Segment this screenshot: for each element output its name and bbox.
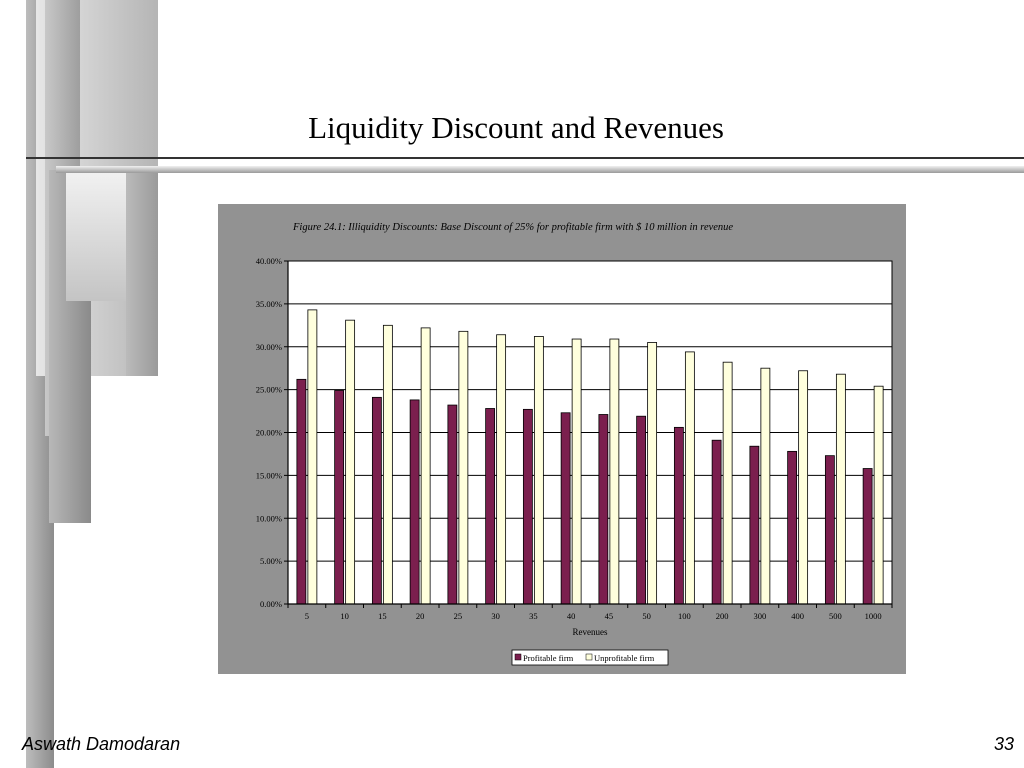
- bar-unprofitable: [648, 342, 657, 604]
- y-tick-label: 35.00%: [255, 298, 282, 309]
- x-tick-label: 100: [678, 611, 691, 621]
- footer-author: Aswath Damodaran: [22, 734, 181, 754]
- y-tick-label: 5.00%: [260, 556, 282, 567]
- chart: [218, 204, 906, 674]
- legend-swatch-unprofitable: [586, 654, 592, 660]
- bar-profitable: [410, 400, 419, 604]
- bar-unprofitable: [723, 362, 732, 604]
- chart-panel: [218, 204, 906, 674]
- bar-profitable: [674, 427, 683, 604]
- bar-unprofitable: [761, 368, 770, 604]
- x-tick-label: 200: [715, 611, 729, 621]
- bar-unprofitable: [346, 320, 355, 604]
- x-tick-label: 20: [415, 611, 425, 621]
- title-rule: [26, 157, 1024, 159]
- y-tick-label: 10.00%: [255, 513, 282, 524]
- bar-profitable: [448, 405, 457, 604]
- x-tick-label: 40: [566, 611, 576, 621]
- decorative-bar-6: [126, 170, 158, 376]
- x-tick-label: 400: [791, 611, 804, 621]
- x-tick-label: 25: [453, 611, 463, 621]
- legend-label-profitable: Profitable firm: [523, 653, 574, 663]
- x-tick-label: 1000: [864, 611, 882, 621]
- bar-profitable: [297, 379, 306, 604]
- bar-unprofitable: [836, 374, 845, 604]
- bar-profitable: [825, 456, 834, 604]
- legend-swatch-profitable: [515, 654, 521, 660]
- bar-unprofitable: [572, 339, 581, 604]
- bar-unprofitable: [497, 335, 506, 604]
- x-tick-label: 300: [753, 611, 767, 621]
- x-tick-label: 15: [378, 611, 387, 621]
- x-tick-label: 30: [491, 611, 500, 621]
- bar-profitable: [637, 416, 646, 604]
- bar-profitable: [486, 408, 495, 604]
- x-tick-label: 50: [642, 611, 651, 621]
- bar-unprofitable: [421, 328, 430, 604]
- bar-profitable: [750, 446, 759, 604]
- bar-profitable: [788, 451, 797, 604]
- bar-profitable: [712, 440, 721, 604]
- bar-unprofitable: [610, 339, 619, 604]
- y-tick-label: 25.00%: [255, 384, 282, 395]
- bar-profitable: [372, 397, 381, 604]
- bar-unprofitable: [874, 386, 883, 604]
- x-tick-label: 10: [340, 611, 349, 621]
- x-tick-label: 500: [829, 611, 842, 621]
- bar-profitable: [863, 469, 872, 604]
- decorative-bar-5: [66, 170, 126, 301]
- title-rule-shadow: [56, 166, 1024, 173]
- page-number: 33: [993, 734, 1014, 754]
- chart-title: Figure 24.1: Illiquidity Discounts: Base Discount of 25% for profitable firm with $ 10 million in revenue: [293, 222, 734, 233]
- x-axis-title: Revenues: [572, 627, 608, 637]
- bar-unprofitable: [685, 352, 694, 604]
- y-tick-label: 15.00%: [255, 470, 282, 481]
- bar-profitable: [523, 409, 532, 604]
- x-tick-label: 35: [529, 611, 538, 621]
- bar-profitable: [561, 413, 570, 604]
- legend-label-unprofitable: Unprofitable firm: [594, 653, 655, 663]
- bar-unprofitable: [308, 310, 317, 604]
- y-tick-label: 20.00%: [255, 427, 282, 438]
- legend: [512, 650, 668, 665]
- y-tick-label: 40.00%: [255, 256, 282, 266]
- bar-unprofitable: [534, 336, 543, 604]
- bar-unprofitable: [459, 331, 468, 604]
- y-tick-label: 30.00%: [255, 341, 282, 352]
- bar-unprofitable: [383, 325, 392, 604]
- bar-profitable: [599, 414, 608, 604]
- bar-unprofitable: [799, 371, 808, 604]
- x-tick-label: 5: [304, 611, 309, 621]
- x-tick-label: 45: [604, 611, 614, 621]
- slide-title: Liquidity Discount and Revenues: [308, 110, 724, 145]
- y-tick-label: 0.00%: [260, 599, 282, 609]
- bar-profitable: [335, 390, 344, 604]
